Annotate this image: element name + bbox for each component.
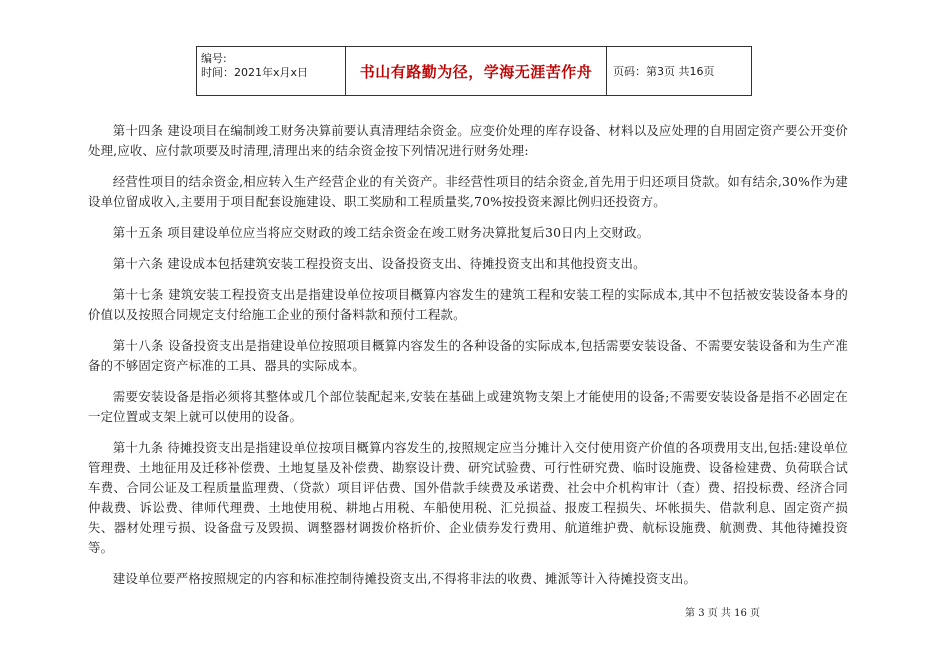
- document-body: [88, 121, 848, 600]
- paragraph: 建设单位要严格按照规定的内容和标准控制待摊投资支出,不得将非法的收费、摊派等计入待摊投资支出。: [112, 571, 697, 586]
- paragraph: 第十四条 建设项目在编制竣工财务决算前要认真清理结余资金。应变价处理的库存设备、材料以及应处理的自用固定资产要公开变价处理,应收、应付款项要及时清理,清理出来的结余资金按下列情况进行财务处理:: [88, 123, 848, 158]
- header-left-cell: [197, 47, 346, 95]
- paragraph: 需要安装设备是指必须将其整体或几个部位装配起来,安装在基础上或建筑物支架上才能使用的设备;不需要安装设备是指不必固定在一定位置或支架上就可以使用的设备。: [88, 389, 848, 424]
- header-table: [196, 46, 752, 96]
- paragraph: 第十六条 建设成本包括建筑安装工程投资支出、设备投资支出、待摊投资支出和其他投资支出。: [112, 256, 646, 271]
- paragraph: 第十五条 项目建设单位应当将应交财政的竣工结余资金在竣工财务决算批复后30日内上交财政。: [112, 225, 650, 240]
- paragraph: 第十七条 建筑安装工程投资支出是指建设单位按项目概算内容发生的建筑工程和安装工程的实际成本,其中不包括被安装设备本身的价值以及按照合同规定支付给施工企业的预付备料款和预付工程款。: [88, 287, 848, 322]
- motto: 书山有路勤为径，学海无涯苦作舟: [346, 47, 607, 95]
- paragraph: 经营性项目的结余资金,相应转入生产经营企业的有关资产。非经营性项目的结余资金,首先用于归还项目贷款。如有结余,30%作为建设单位留成收入,主要用于项目配套设施建设、职工奖励和工程质量奖,70%按投资来源比例归还投资方。: [88, 174, 848, 209]
- paragraph: 第十九条 待摊投资支出是指建设单位按项目概算内容发生的,按照规定应当分摊计入交付使用资产价值的各项费用支出,包括:建设单位管理费、土地征用及迁移补偿费、土地复垦及补偿费、勘察设计费、研究试验费、可行性研究费、临时设施费、设备检建费、负荷联合试车费、合同公证及工程质量监理费、（贷款）项目评估费、国外借款手续费及承诺费、社会中介机构审计（查）费、招投标费、经济合同仲裁费、诉讼费、律师代理费、土地使用税、耕地占用税、车船使用税、汇兑损益、报废工程损失、坏帐损失、借款利息、固定资产损失、器材处理亏损、设备盘亏及毁损、调整器材调拨价格折价、企业债券发行费用、航道维护费、航标设施费、航测费、其他待摊投资等。: [88, 440, 848, 555]
- time-label: 时间：2021年x月x日: [201, 66, 309, 79]
- page-footer: 第 3 页 共 16 页: [685, 608, 760, 619]
- page-code: 页码：第3页 共16页: [613, 65, 715, 78]
- paragraph: 第十八条 设备投资支出是指建设单位按照项目概算内容发生的各种设备的实际成本,包括需要安装设备、不需要安装设备和为生产准备的不够固定资产标准的工具、器具的实际成本。: [88, 338, 848, 373]
- number-label: 编号:: [201, 52, 227, 65]
